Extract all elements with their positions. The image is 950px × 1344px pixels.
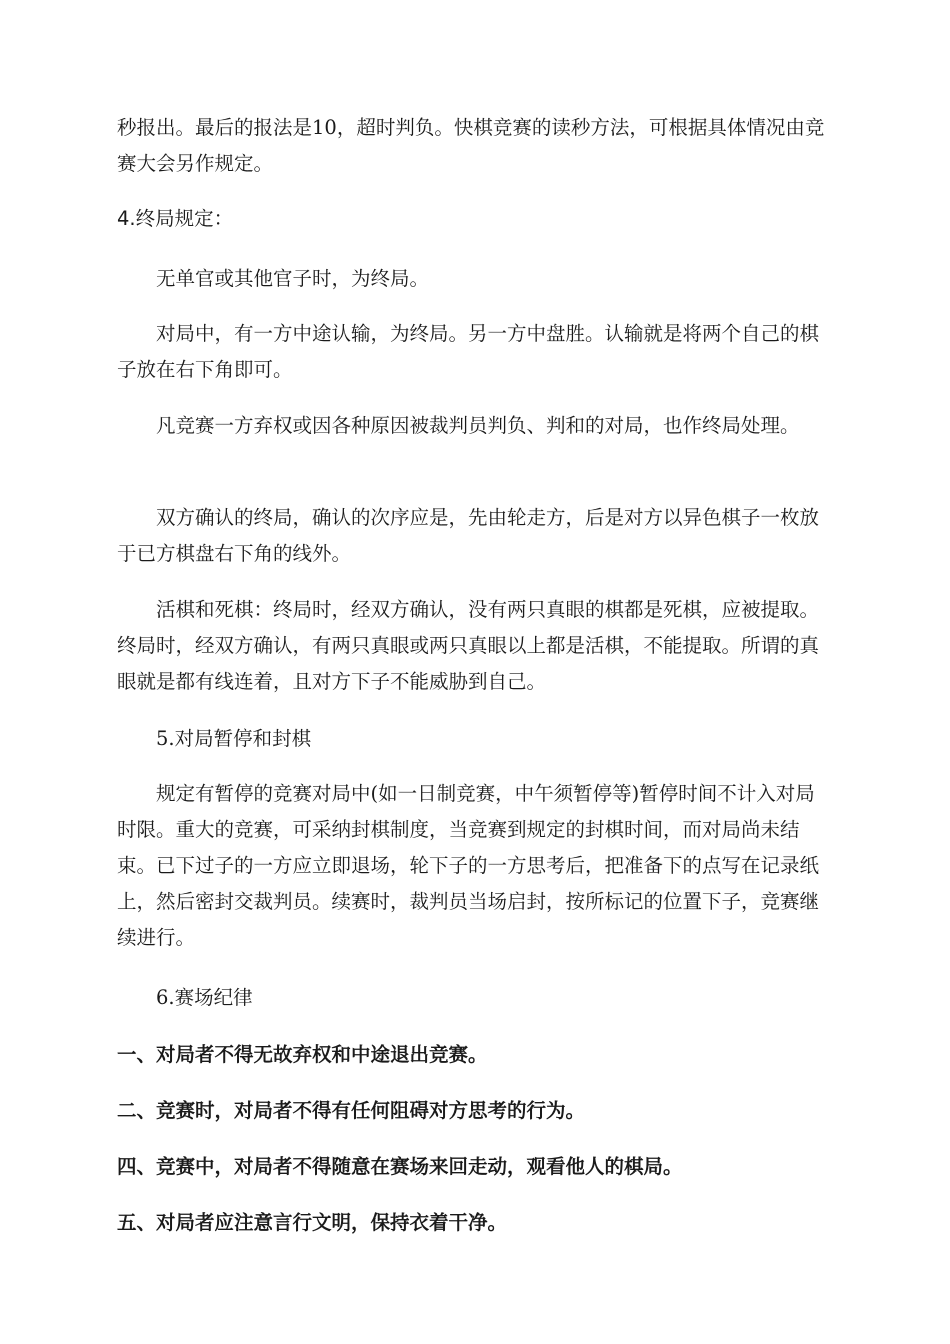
rule-item-1: 一、对局者不得无故弃权和中途退出竞赛。 [117,1043,488,1066]
rule-item-5: 五、对局者应注意言行文明，保持衣着干净。 [117,1211,508,1234]
paragraph-confirm-end: 双方确认的终局，确认的次序应是，先由轮走方，后是对方以异色棋子一枚放于已方棋盘右下角的线外。 [117,506,820,565]
paragraph-resignation: 对局中，有一方中途认输，为终局。另一方中盘胜。认输就是将两个自己的棋子放在右下角即可。 [117,322,820,381]
paragraph-adjournment-sealing: 规定有暂停的竞赛对局中(如一日制竞赛，中午须暂停等)暂停时间不计入对局时限。重大的竞赛，可采纳封棋制度，当竞赛到规定的封棋时间，而对局尚未结束。已下过子的一方应立即退场，轮下子的一方思考后，把准备下的点写在记录纸上，然后密封交裁判员。续赛时，裁判员当场启封，按所标记的位置下子，竞赛继续进行。 [117,782,820,949]
paragraph-forfeit: 凡竞赛一方弃权或因各种原因被裁判员判负、判和的对局，也作终局处理。 [156,414,800,437]
paragraph-live-dead-groups: 活棋和死棋：终局时，经双方确认，没有两只真眼的棋都是死棋，应被提取。终局时，经双方确认，有两只真眼或两只真眼以上都是活棋，不能提取。所谓的真眼就是都有线连着，且对方下子不能威胁到自己。 [117,598,820,693]
rule-item-4: 四、竞赛中，对局者不得随意在赛场来回走动，观看他人的棋局。 [117,1155,683,1178]
section-heading-discipline: 6.赛场纪律 [156,986,253,1009]
paragraph-read-seconds: 秒报出。最后的报法是10，超时判负。快棋竞赛的读秒方法，可根据具体情况由竞赛大会另作规定。 [117,116,825,175]
paragraph-no-dame: 无单官或其他官子时，为终局。 [156,267,430,290]
rule-item-2: 二、竞赛时，对局者不得有任何阻碍对方思考的行为。 [117,1099,586,1122]
section-heading-adjournment: 5.对局暂停和封棋 [156,727,312,750]
section-heading-end-of-game: 4.终局规定： [117,207,234,230]
